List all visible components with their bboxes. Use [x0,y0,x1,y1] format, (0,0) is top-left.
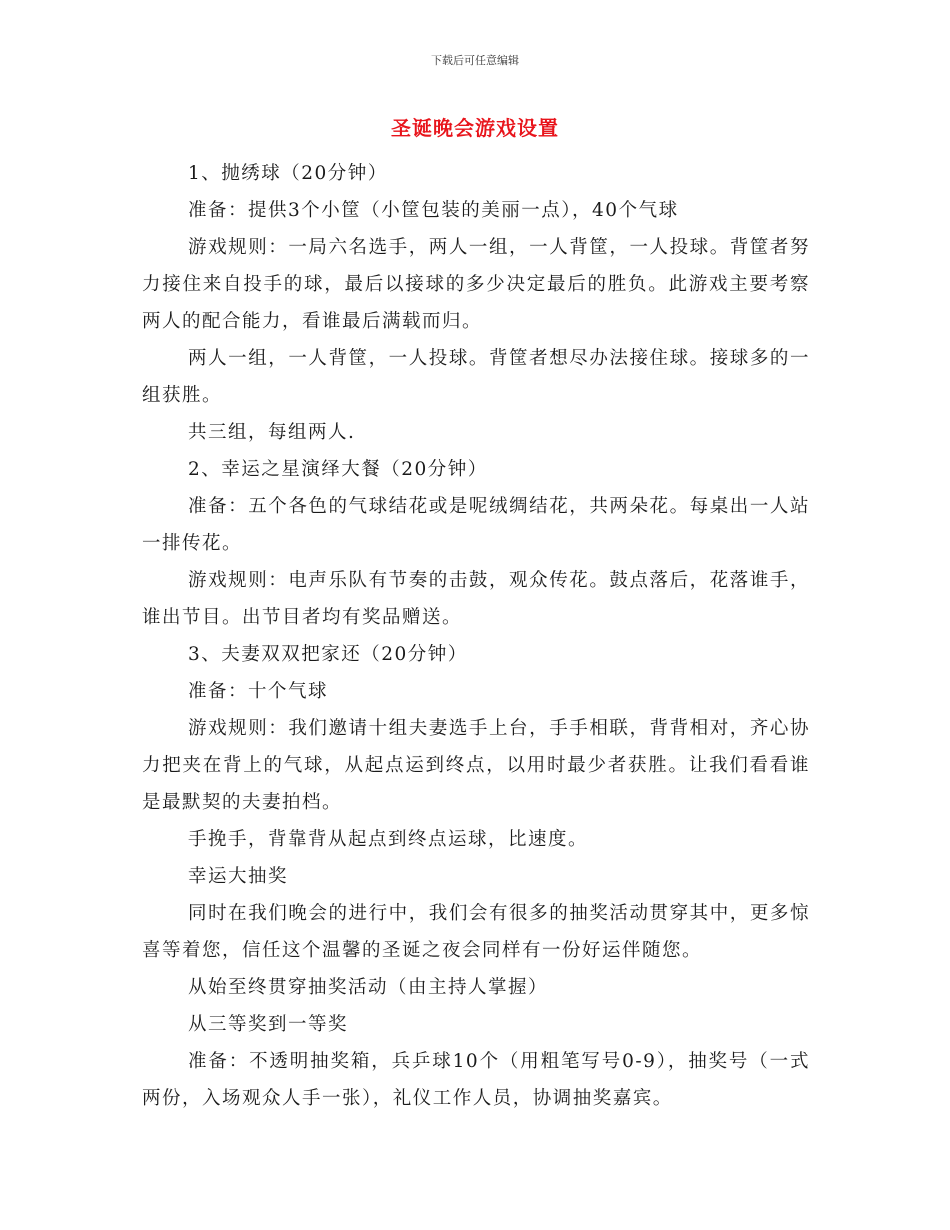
document-body [142,155,810,1117]
section-3-preparation: 准备：十个气球 [188,681,329,702]
section-1-heading: 1、抛绣球（20分钟） [188,163,388,184]
section-1-summary: 两人一组，一人背筐，一人投球。背筐者想尽办法接住球。接球多的一组获胜。 [142,348,810,406]
header-note: 下载后可任意编辑 [431,54,519,67]
section-3-summary: 手挽手，背靠背从起点到终点运球，比速度。 [188,829,589,850]
document-title: 圣诞晚会游戏设置 [391,116,559,140]
section-2-heading: 2、幸运之星演绎大餐（20分钟） [188,459,488,480]
lottery-description: 同时在我们晚会的进行中，我们会有很多的抽奖活动贯穿其中，更多惊喜等着您，信任这个温馨的圣诞之夜会同样有一份好运伴随您。 [142,903,810,961]
lottery-prizes: 从三等奖到一等奖 [188,1014,349,1035]
section-2-rules: 游戏规则：电声乐队有节奏的击鼓，观众传花。鼓点落后，花落谁手，谁出节目。出节目者均有奖品赠送。 [142,570,810,628]
section-3-heading: 3、夫妻双双把家还（20分钟） [188,644,468,665]
section-3-rules: 游戏规则：我们邀请十组夫妻选手上台，手手相联，背背相对，齐心协力把夹在背上的气球，从起点运到终点，以用时最少者获胜。让我们看看谁是最默契的夫妻拍档。 [142,718,810,813]
section-1-rules: 游戏规则：一局六名选手，两人一组，一人背筐，一人投球。背筐者努力接住来自投手的球，最后以接球的多少决定最后的胜负。此游戏主要考察两人的配合能力，看谁最后满载而归。 [142,237,810,332]
lottery-heading: 幸运大抽奖 [188,866,289,887]
section-1-preparation: 准备：提供3个小筐（小筐包装的美丽一点），40个气球 [188,200,679,221]
section-1-groups: 共三组，每组两人. [188,422,356,443]
section-2-preparation: 准备：五个各色的气球结花或是呢绒绸结花，共两朵花。每桌出一人站一排传花。 [142,496,810,554]
lottery-duration: 从始至终贯穿抽奖活动（由主持人掌握） [188,977,549,998]
lottery-preparation: 准备：不透明抽奖箱，兵乒球10个（用粗笔写号0-9），抽奖号（一式两份，入场观众人手一张），礼仪工作人员，协调抽奖嘉宾。 [142,1051,810,1109]
